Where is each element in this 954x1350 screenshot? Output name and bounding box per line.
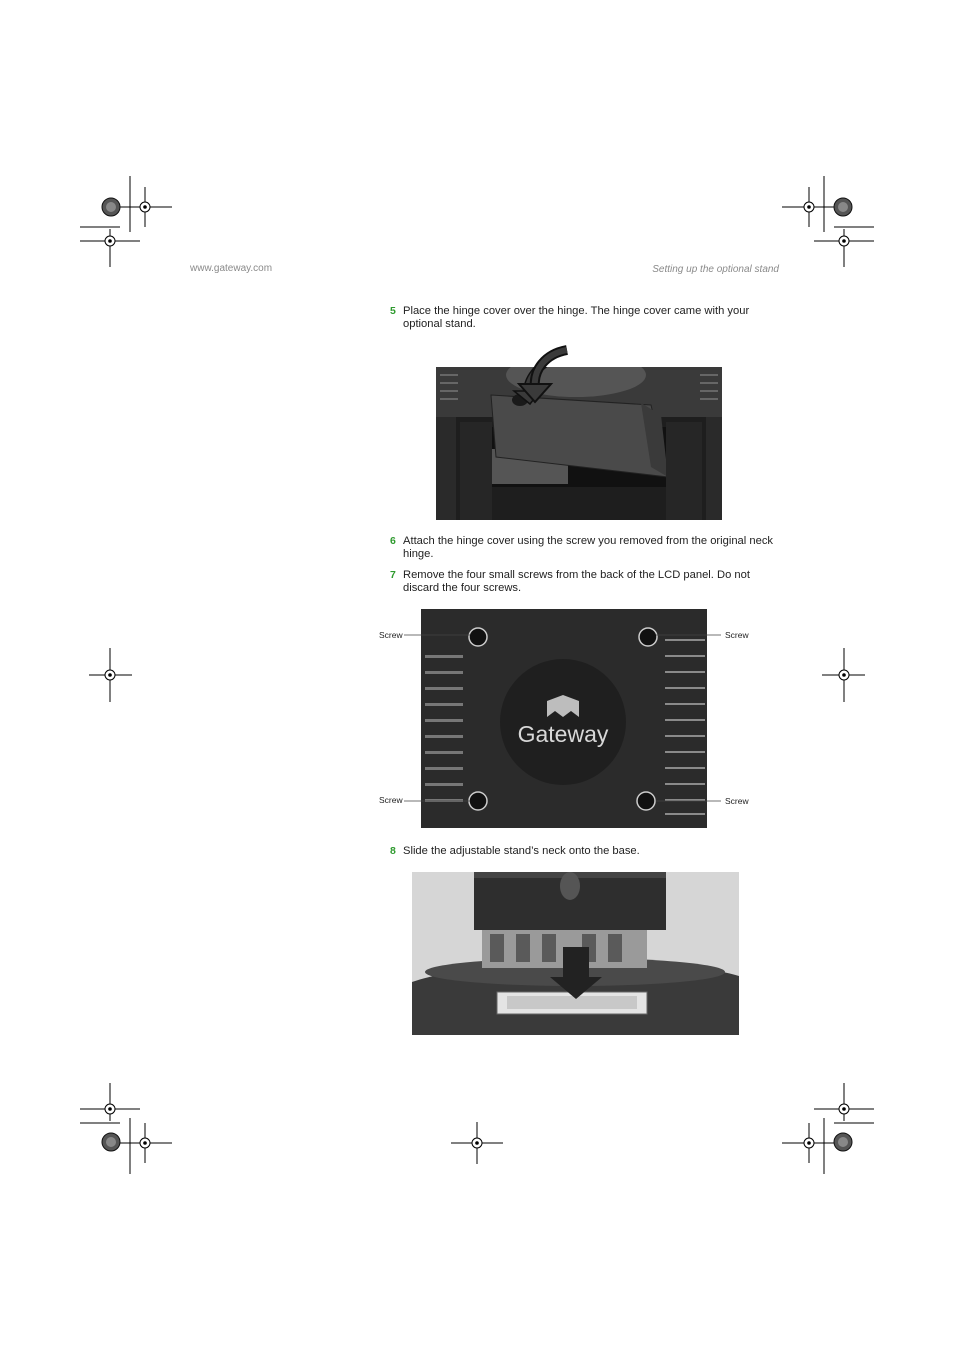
step-7 (390, 569, 785, 596)
step-number: 8 (390, 845, 396, 857)
header-section-title: Setting up the optional stand (652, 264, 779, 275)
step-6 (390, 535, 785, 562)
screw-callout-top-right: Screw (725, 630, 749, 640)
step-number: 5 (390, 305, 396, 317)
header-website: www.gateway.com (190, 263, 273, 274)
step-text: Attach the hinge cover using the screw you removed from the original neck hinge. (403, 535, 774, 561)
callout-leader-lines (400, 625, 725, 815)
step-text: Remove the four small screws from the back of the LCD panel. Do not discard the four screws. (403, 569, 750, 595)
curved-arrow-icon (505, 344, 575, 406)
screw-callout-bottom-left: Screw (379, 795, 403, 805)
step-text: Slide the adjustable stand’s neck onto the base. (403, 845, 640, 857)
step-number: 6 (390, 535, 396, 547)
step-8 (390, 845, 785, 858)
stand-neck-base-photo (412, 872, 739, 1035)
step-text: Place the hinge cover over the hinge. The hinge cover came with your optional stand. (403, 305, 750, 331)
step-5 (390, 305, 785, 332)
step-number: 7 (390, 569, 396, 581)
screw-callout-bottom-right: Screw (725, 796, 749, 806)
gateway-logo-text: Gateway (517, 721, 609, 747)
screw-callout-top-left: Screw (379, 630, 403, 640)
hinge-cover-photo (436, 367, 722, 520)
